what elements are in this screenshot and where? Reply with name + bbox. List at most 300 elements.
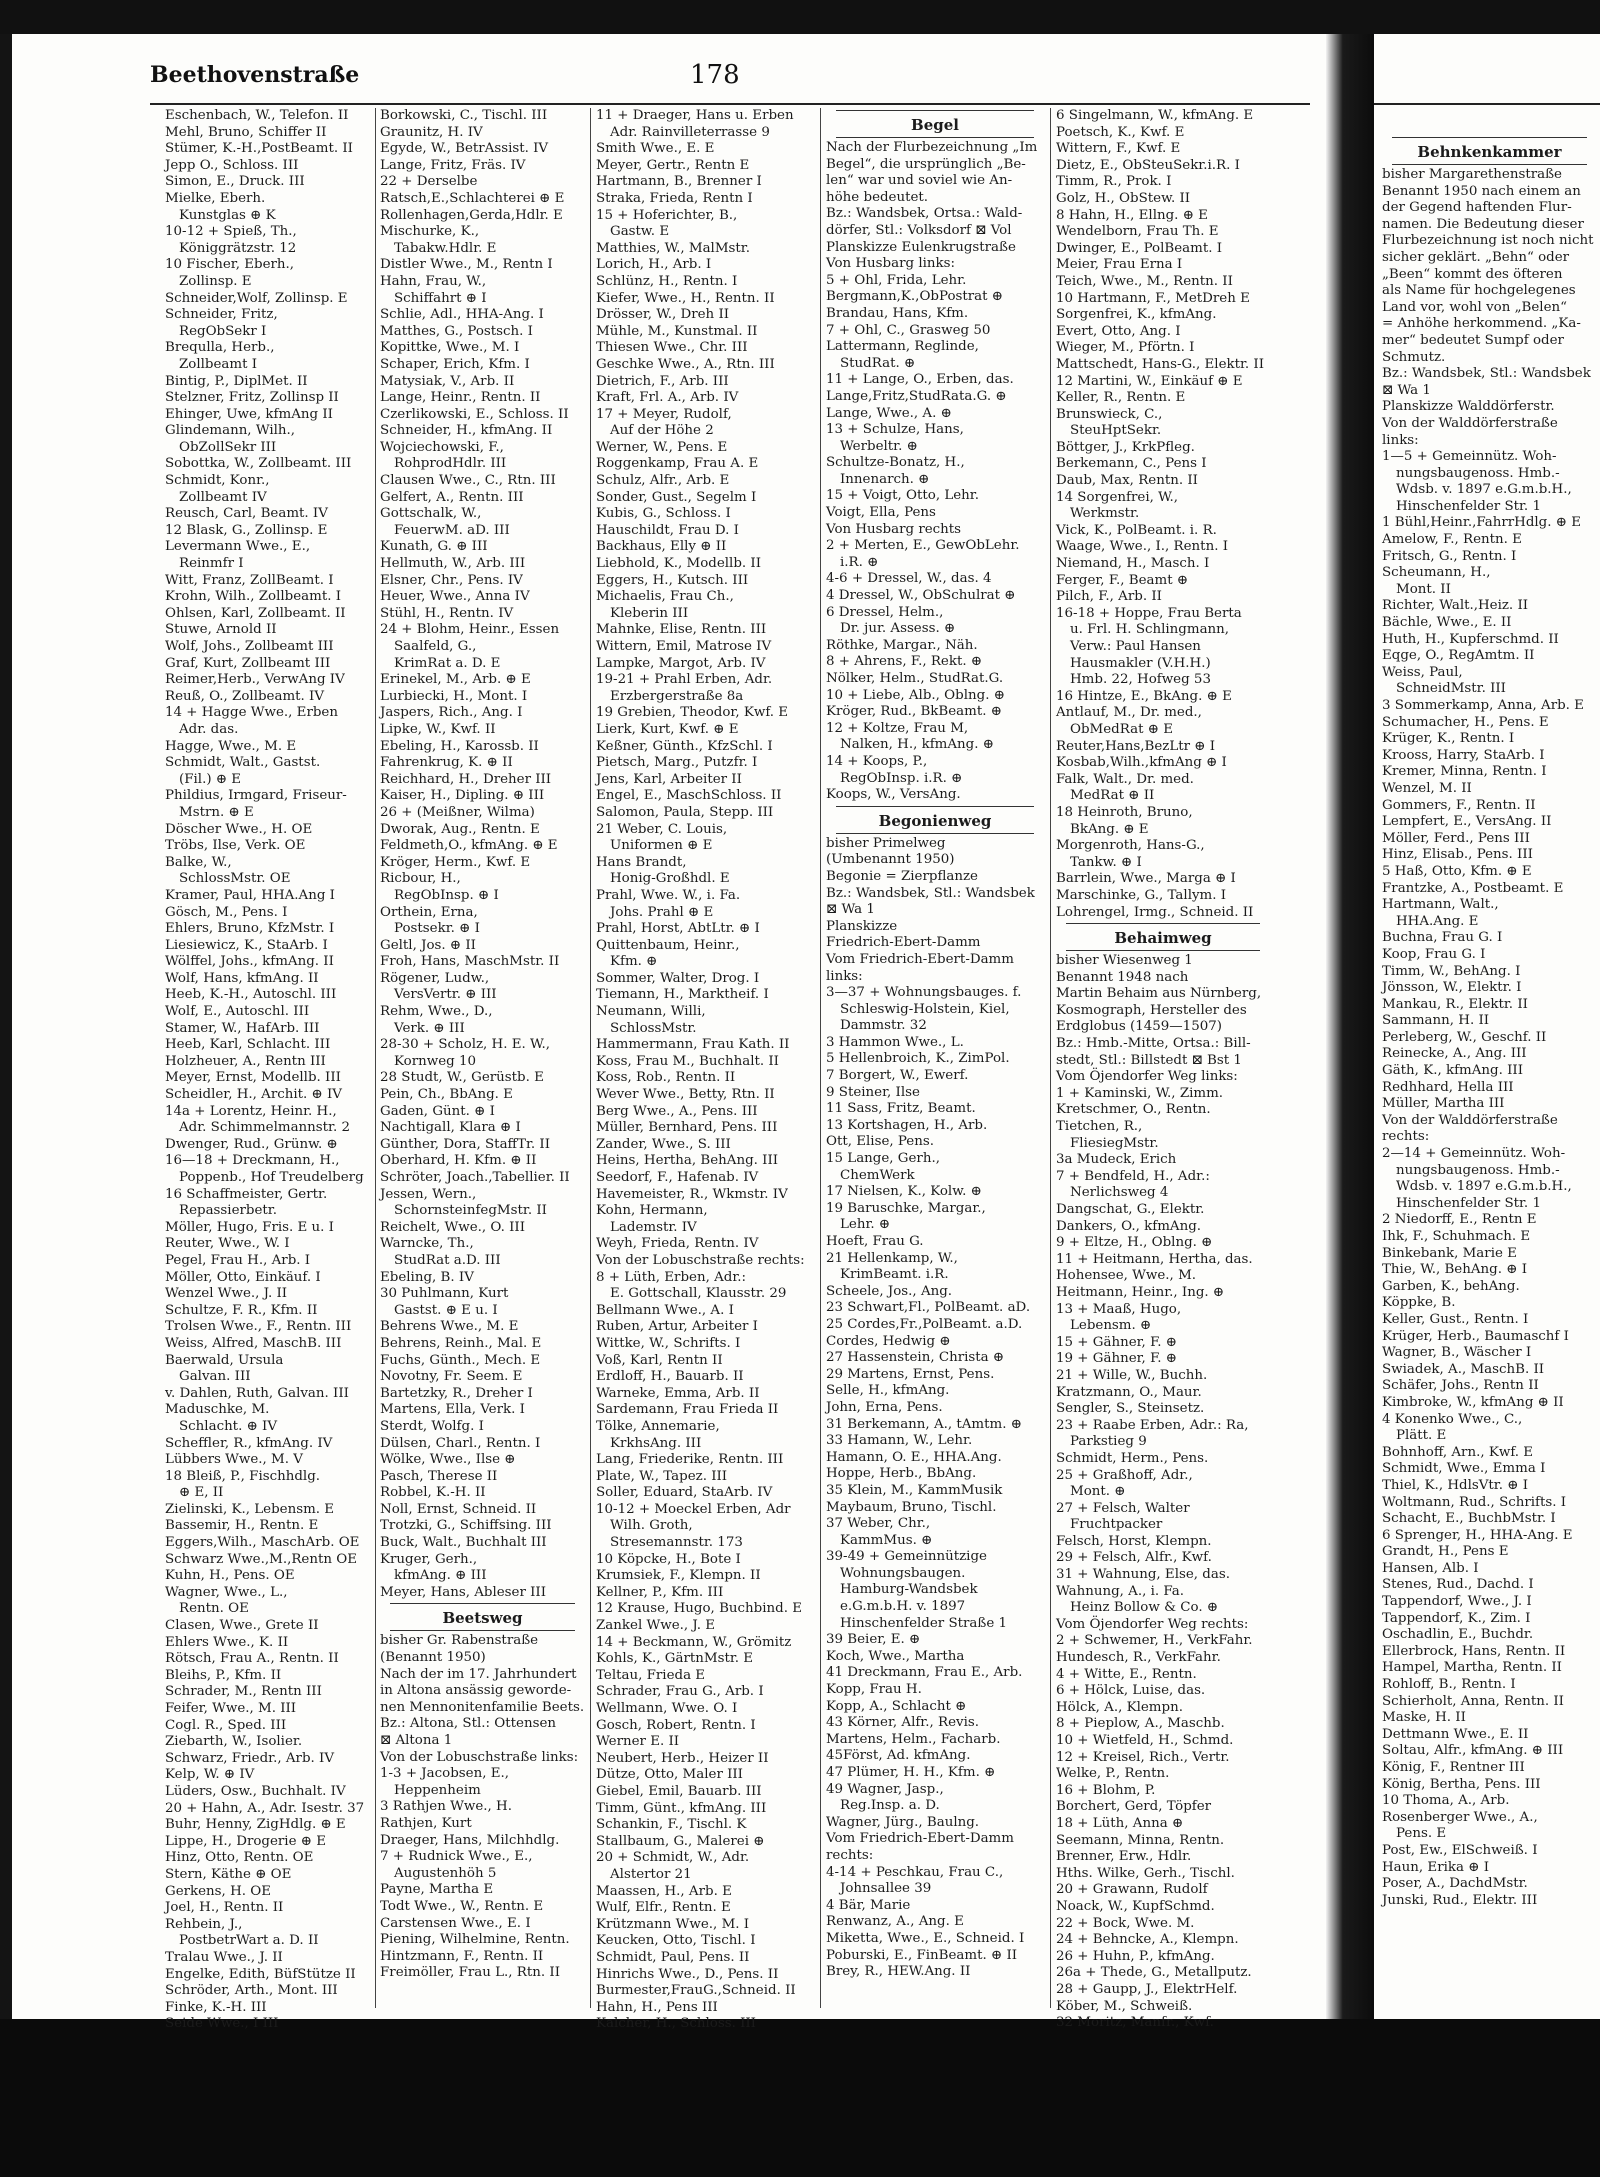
directory-entry: Stamer, W., HafArb. III — [165, 1020, 320, 1036]
directory-entry: Ohlsen, Karl, Zollbeamt. II — [165, 605, 346, 621]
directory-entry: Maybaum, Bruno, Tischl. — [826, 1499, 997, 1515]
section-rule — [1066, 950, 1260, 951]
directory-entry: PostbetrWart a. D. II — [179, 1933, 319, 1949]
directory-entry: Reg.Insp. a. D. — [840, 1798, 940, 1814]
directory-entry: Stühl, H., Rentn. IV — [380, 605, 514, 621]
directory-entry: SchlossMstr. OE — [179, 871, 291, 887]
directory-entry: in Altona ansässig geworde- — [380, 1683, 572, 1699]
directory-entry: Mstrn. ⊕ E — [179, 804, 254, 820]
directory-entry: Schankin, F., Tischl. K — [596, 1817, 747, 1833]
directory-entry: Hinz, Otto, Rentn. OE — [165, 1850, 314, 1866]
directory-entry: 21 Hellenkamp, W., — [826, 1250, 958, 1266]
directory-entry: Pietsch, Marg., Putzfr. I — [596, 755, 758, 771]
directory-entry: Kremer, Minna, Rentn. I — [1382, 764, 1547, 780]
directory-entry: König, Bertha, Pens. III — [1382, 1776, 1541, 1792]
directory-entry: 12 + Kreisel, Rich., Vertr. — [1056, 1749, 1230, 1765]
directory-entry: KrimBeamt. i.R. — [840, 1267, 949, 1283]
directory-entry: Adr. Schimmelmannstr. 2 — [179, 1120, 351, 1136]
directory-entry: Dangschat, G., Elektr. — [1056, 1202, 1205, 1217]
directory-entry: Mankau, R., Elektr. II — [1382, 996, 1528, 1012]
directory-entry: Gäth, K., kfmAng. III — [1382, 1063, 1523, 1079]
section-rule — [1066, 923, 1260, 924]
directory-entry: Rosenberger Wwe., A., — [1382, 1809, 1538, 1825]
column-divider — [1050, 108, 1051, 2008]
directory-entry: Hths. Wilke, Gerh., Tischl. — [1056, 1865, 1235, 1881]
directory-entry: Lademstr. IV — [610, 1219, 697, 1235]
directory-entry: Nerlichsweg 4 — [1070, 1185, 1169, 1201]
directory-entry: Alstertor 21 — [610, 1866, 692, 1882]
directory-entry: Teich, Wwe., M., Rentn. II — [1056, 273, 1233, 289]
column-divider — [820, 108, 821, 2008]
directory-entry: MedRat ⊕ II — [1070, 788, 1155, 804]
directory-entry: Pasch, Therese II — [380, 1468, 498, 1484]
directory-entry: Hellmuth, W., Arb. III — [380, 556, 526, 572]
directory-entry: 5 Hellenbroich, K., ZimPol. — [826, 1051, 1010, 1067]
directory-entry: 6 Singelmann, W., kfmAng. E — [1056, 108, 1254, 123]
directory-entry: Fruchtpacker — [1070, 1517, 1163, 1533]
directory-entry: Keßner, Günth., KfzSchl. I — [596, 738, 773, 754]
directory-entry: 20 + Hahn, A., Adr. Isestr. 37 — [165, 1800, 365, 1816]
directory-entry: Bartetzky, R., Dreher I — [380, 1385, 533, 1401]
directory-entry: Dr. jur. Assess. ⊕ — [840, 621, 956, 637]
directory-entry: Gottschalk, W., — [380, 506, 482, 522]
directory-entry: Ehlers Wwe., K. II — [165, 1634, 289, 1650]
directory-entry: Poppenb., Hof Treudelberg — [179, 1170, 364, 1185]
directory-entry: Tappendorf, K., Zim. I — [1382, 1610, 1531, 1626]
directory-entry: Sobottka, W., Zollbeamt. III — [165, 456, 352, 472]
directory-entry: Röthke, Margar., Näh. — [826, 637, 978, 653]
directory-entry: Saalfeld, G., — [394, 639, 477, 654]
directory-entry: Nalken, H., kfmAng. ⊕ — [840, 737, 994, 753]
directory-entry: mer“ bedeutet Sumpf oder — [1382, 332, 1564, 348]
directory-entry: Schmidt, Paul, Pens. II — [596, 1949, 750, 1965]
directory-entry: Wittern, Emil, Matrose IV — [596, 639, 772, 654]
directory-entry: Schneider,Wolf, Zollinsp. E — [165, 290, 348, 306]
directory-entry: 18 + Lüth, Anna ⊕ — [1056, 1815, 1184, 1831]
directory-entry: Krützmann Wwe., M. I — [596, 1916, 750, 1932]
directory-entry: 1 + Kaminski, W., Zimm. — [1056, 1085, 1224, 1101]
directory-entry: Weyh, Frieda, Rentn. IV — [596, 1236, 759, 1252]
directory-entry: kfmAng. ⊕ III — [394, 1568, 487, 1584]
directory-entry: Von Husbarg links: — [826, 256, 956, 272]
directory-entry: 13 + Maaß, Hugo, — [1056, 1301, 1182, 1317]
directory-entry: Dankers, O., kfmAng. — [1056, 1218, 1202, 1234]
directory-entry: Bz.: Altona, Stl.: Ottensen — [380, 1716, 557, 1732]
directory-column-2 — [380, 108, 585, 2008]
directory-entry: 12 Blask, G., Zollinsp. E — [165, 522, 328, 538]
directory-entry: Nachtigall, Klara ⊕ I — [380, 1120, 521, 1136]
directory-entry: Oschadlin, E., Buchdr. — [1382, 1627, 1534, 1643]
directory-entry: namen. Die Bedeutung dieser — [1382, 216, 1584, 232]
directory-entry: 15 Lange, Gerh., — [826, 1151, 940, 1167]
directory-entry: Sengler, S., Steinsetz. — [1056, 1401, 1205, 1417]
directory-entry: Dettmann Wwe., E. II — [1382, 1726, 1529, 1742]
directory-entry: Berg Wwe., A., Pens. III — [596, 1103, 758, 1119]
directory-entry: Ebeling, B. IV — [380, 1269, 474, 1285]
directory-entry: 2 + Merten, E., GewObLehr. — [826, 538, 1020, 554]
directory-entry: Ruben, Artur, Arbeiter I — [596, 1319, 758, 1335]
directory-entry: Kröger, Herm., Kwf. E — [380, 854, 531, 870]
directory-entry: Gerkens, H. OE — [165, 1883, 272, 1899]
directory-entry: Bleihs, P., Kfm. II — [165, 1667, 282, 1683]
directory-entry: Stenes, Rud., Dachd. I — [1382, 1577, 1534, 1593]
directory-entry: 10 + Wietfeld, H., Schmd. — [1056, 1733, 1234, 1748]
directory-entry: Clausen Wwe., C., Rtn. III — [380, 473, 556, 489]
directory-entry: Fritsch, G., Rentn. I — [1382, 548, 1517, 564]
directory-entry: Lempfert, E., VersAng. II — [1382, 814, 1552, 830]
directory-entry: 43 Körner, Alfr., Revis. — [826, 1715, 979, 1731]
directory-entry: Todt Wwe., W., Rentn. E — [380, 1898, 544, 1914]
directory-entry: Postsekr. ⊕ I — [394, 921, 480, 937]
directory-entry: Kfm. ⊕ — [610, 954, 658, 970]
directory-entry: Rollenhagen,Gerda,Hdlr. E — [380, 207, 563, 223]
directory-entry: Vom Öjendorfer Weg rechts: — [1056, 1616, 1249, 1632]
directory-entry: Kunath, G. ⊕ III — [380, 539, 488, 555]
directory-entry: Lange, Heinr., Rentn. II — [380, 390, 541, 406]
directory-entry: Borchert, Gerd, Töpfer — [1056, 1799, 1212, 1815]
directory-entry: Warncke, Th., — [380, 1236, 474, 1252]
directory-entry: Reusch, Carl, Beamt. IV — [165, 506, 328, 522]
directory-entry: Gastst. ⊕ E u. I — [394, 1302, 498, 1318]
directory-entry: Müller, Bernhard, Pens. III — [596, 1120, 778, 1136]
directory-entry: 23 Schwart,Fl., PolBeamt. aD. — [826, 1300, 1031, 1316]
directory-entry: Rentn. OE — [179, 1601, 249, 1617]
directory-entry: Richter, Walt.,Heiz. II — [1382, 598, 1529, 614]
directory-entry: Dietrich, F., Arb. III — [596, 373, 729, 389]
directory-entry: Reuter, Wwe., W. I — [165, 1236, 290, 1252]
section-rule — [1392, 164, 1587, 165]
directory-entry: 32 Moritz, Manfr., Kwf. — [1056, 2015, 1214, 2031]
directory-entry: Vick, K., PolBeamt. i. R. — [1056, 522, 1217, 538]
directory-entry: Pens. E — [1396, 1826, 1447, 1842]
directory-entry: Planskizze Eulenkrugstraße — [826, 239, 1016, 255]
section-rule — [390, 1630, 575, 1631]
directory-entry: Rathjen, Kurt — [380, 1815, 472, 1831]
directory-entry: Lipke, W., Kwf. II — [380, 721, 496, 737]
directory-entry: Timm, Günt., kfmAng. III — [596, 1800, 767, 1816]
directory-entry: „Been“ kommt des öfteren — [1382, 266, 1563, 282]
directory-entry: Rögener, Ludw., — [380, 970, 490, 986]
directory-entry: Hans Brandt, — [596, 854, 687, 870]
street-heading: Beetsweg — [442, 1609, 523, 1628]
directory-entry: Schultze, F. R., Kfm. II — [165, 1302, 318, 1318]
directory-entry: Stern, Käthe ⊕ OE — [165, 1866, 292, 1882]
directory-entry: Borkowski, C., Tischl. III — [380, 108, 548, 123]
directory-entry: Möller, Hugo, Fris. E u. I — [165, 1219, 334, 1235]
directory-entry: Hundesch, R., VerkFahr. — [1056, 1650, 1221, 1666]
page-number: 178 — [690, 60, 740, 90]
directory-entry: Straka, Frieda, Rentn I — [596, 190, 753, 206]
directory-entry: 12 Martini, W., Einkäuf ⊕ E — [1056, 373, 1243, 389]
directory-entry: ⊠ Wa 1 — [826, 902, 875, 918]
directory-entry: Rehbein, J., — [165, 1916, 243, 1932]
directory-entry: Dülsen, Charl., Rentn. I — [380, 1435, 541, 1451]
directory-entry: Frantzke, A., Postbeamt. E — [1382, 880, 1564, 896]
directory-entry: 1 Bühl,Heinr.,FahrrHdlg. ⊕ E — [1382, 515, 1582, 531]
directory-entry: Mattschedt, Hans-G., Elektr. II — [1056, 356, 1265, 372]
directory-entry: Plätt. E — [1396, 1428, 1447, 1444]
directory-entry: Draeger, Hans, Milchhdlg. — [380, 1832, 560, 1848]
directory-entry: Schmidt, Herm., Pens. — [1056, 1450, 1209, 1466]
directory-entry: 29 Martens, Ernst, Pens. — [826, 1366, 995, 1382]
directory-entry: 16-18 + Hoppe, Frau Berta — [1056, 605, 1242, 621]
directory-entry: Schäfer, Johs., Rentn II — [1382, 1378, 1539, 1394]
directory-entry: Froh, Hans, MaschMstr. II — [380, 954, 560, 970]
directory-entry: Morgenroth, Hans-G., — [1056, 838, 1205, 854]
running-head-street: Beethovenstraße — [150, 62, 360, 88]
directory-entry: Evert, Otto, Ang. I — [1056, 323, 1181, 339]
directory-entry: Werner E. II — [596, 1734, 680, 1750]
directory-entry: Falk, Walt., Dr. med. — [1056, 771, 1194, 787]
directory-entry: Wdsb. v. 1897 e.G.m.b.H., — [1396, 482, 1572, 498]
directory-entry: Buhr, Henny, ZigHdlg. ⊕ E — [165, 1817, 346, 1833]
directory-entry: 14a + Lorentz, Heinr. H., — [165, 1103, 337, 1119]
directory-entry: Ebeling, H., Karossb. II — [380, 738, 539, 754]
directory-entry: Gösch, M., Pens. I — [165, 904, 288, 920]
directory-entry: Junski, Rud., Elektr. III — [1382, 1892, 1538, 1908]
street-heading: Begonienweg — [878, 811, 992, 830]
directory-entry: 6 Sprenger, H., HHA-Ang. E — [1382, 1527, 1573, 1543]
directory-entry: Schwarz Wwe.,M.,Rentn OE — [165, 1551, 357, 1567]
directory-entry: Neumann, Willi, — [596, 1004, 706, 1020]
directory-entry: Hauschildt, Frau D. I — [596, 522, 739, 538]
directory-entry: 2—14 + Gemeinnütz. Woh- — [1382, 1146, 1566, 1162]
directory-entry: Lattermann, Reglinde, — [826, 339, 979, 355]
directory-entry: Havemeister, R., Wkmstr. IV — [596, 1186, 788, 1202]
directory-entry: SchneidMstr. III — [1396, 681, 1506, 697]
directory-entry: Graf, Kurt, Zollbeamt III — [165, 655, 331, 671]
directory-entry: Mahnke, Elise, Rentn. III — [596, 622, 767, 638]
directory-entry: Wever Wwe., Betty, Rtn. II — [596, 1087, 775, 1103]
directory-entry: Buck, Walt., Buchhalt III — [380, 1535, 547, 1551]
directory-entry: Tankw. ⊕ I — [1070, 854, 1142, 870]
directory-entry: ⊕ E, II — [179, 1485, 224, 1501]
directory-entry: Brequlla, Herb., — [165, 340, 275, 356]
directory-entry: Holzheuer, A., Rentn III — [165, 1053, 326, 1069]
directory-entry: 11 Sass, Fritz, Beamt. — [826, 1101, 976, 1117]
directory-entry: Hohensee, Wwe., M. — [1056, 1268, 1197, 1284]
street-heading: Behaimweg — [1114, 929, 1212, 948]
directory-entry: Zollbeamt IV — [179, 489, 267, 505]
directory-entry: Niemand, H., Masch. I — [1056, 556, 1210, 572]
directory-entry: Sonder, Gust., Segelm I — [596, 489, 757, 505]
directory-entry: BkAng. ⊕ E — [1070, 821, 1149, 837]
directory-entry: Hansen, Alb. I — [1382, 1560, 1479, 1576]
directory-entry: Stümer, K.-H.,PostBeamt. II — [165, 141, 353, 157]
directory-entry: Wölffel, Johs., kfmAng. II — [165, 954, 334, 970]
directory-entry: Schröder, Arth., Mont. III — [165, 1983, 338, 1999]
directory-entry: SchlossMstr. — [610, 1020, 697, 1036]
directory-entry: Timm, R., Prok. I — [1056, 174, 1172, 190]
section-rule — [836, 137, 1034, 138]
directory-entry: 24 + Behncke, A., Klempn. — [1056, 1932, 1239, 1948]
directory-entry: 29 + Felsch, Alfr., Kwf. — [1056, 1550, 1212, 1566]
directory-entry: Jaspers, Rich., Ang. I — [380, 705, 523, 721]
directory-entry: Kohls, K., GärtnMstr. E — [596, 1651, 754, 1667]
directory-entry: Koss, Frau M., Buchhalt. II — [596, 1053, 779, 1069]
directory-entry: Koops, W., VersAng. — [826, 787, 961, 803]
directory-entry: Vom Öjendorfer Weg links: — [1056, 1069, 1238, 1085]
directory-entry: Gommers, F., Rentn. II — [1382, 797, 1536, 813]
directory-entry: Wendelborn, Frau Th. E — [1056, 224, 1219, 240]
directory-entry: 10-12 + Spieß, Th., — [165, 224, 297, 240]
directory-entry: Königgrätzstr. 12 — [179, 240, 297, 256]
directory-entry: Haun, Erika ⊕ I — [1382, 1859, 1490, 1875]
directory-entry: 24 + Blohm, Heinr., Essen — [380, 622, 560, 638]
directory-entry: 10 Fischer, Eberh., — [165, 257, 295, 273]
directory-entry: Wolf, E., Autoschl. III — [165, 1004, 310, 1020]
directory-entry: Oberhard, H. Kfm. ⊕ II — [380, 1153, 537, 1169]
directory-entry: dörfer, Stl.: Volksdorf ⊠ Vol — [826, 222, 1012, 238]
directory-entry: Dietz, E., ObSteuSekr.i.R. I — [1056, 157, 1240, 173]
directory-entry: Schneider, Fritz, — [165, 307, 278, 323]
directory-entry: Schacht, E., BuchbMstr. I — [1382, 1511, 1556, 1527]
directory-entry: Post, Ew., ElSchweiß. I — [1382, 1842, 1538, 1858]
directory-entry: Renwanz, A., Ang. E — [826, 1914, 964, 1930]
book-gutter — [1326, 34, 1374, 2019]
directory-entry: Wenzel, M. II — [1382, 780, 1472, 796]
directory-entry: der Gegend haftenden Flur- — [1382, 200, 1572, 216]
directory-entry: Lurbiecki, H., Mont. I — [380, 688, 528, 704]
directory-entry: Koop, Frau G. I — [1382, 946, 1486, 962]
directory-entry: Cordes, Hedwig ⊕ — [826, 1333, 951, 1349]
directory-column-3 — [596, 108, 812, 2032]
directory-entry: Garben, K., behAng. — [1382, 1278, 1520, 1294]
directory-entry: Augustenhöh 5 — [394, 1865, 497, 1881]
directory-entry: 41 Dreckmann, Frau E., Arb. — [826, 1665, 1023, 1681]
directory-entry: Kunstglas ⊕ K — [179, 207, 276, 223]
directory-entry: 7 + Ohl, C., Grasweg 50 — [826, 322, 991, 338]
directory-entry: 20 + Grawann, Rudolf — [1056, 1882, 1208, 1898]
directory-entry: sicher geklärt. „Behn“ oder — [1382, 249, 1570, 265]
directory-entry: Brey, R., HEW.Ang. II — [826, 1964, 971, 1980]
directory-entry: 14 + Hagge Wwe., Erben — [165, 705, 338, 721]
directory-entry: Von der Lobuschstraße links: — [380, 1749, 579, 1765]
directory-entry: Matysiak, V., Arb. II — [380, 373, 515, 389]
directory-entry: Kiefer, Wwe., H., Rentn. II — [596, 290, 775, 306]
directory-entry: John, Erna, Pens. — [826, 1399, 943, 1415]
directory-entry: Benannt 1950 nach einem an — [1382, 183, 1581, 199]
directory-entry: KrimRat a. D. E — [394, 655, 501, 671]
directory-entry: Reichelt, Wwe., O. III — [380, 1219, 526, 1235]
directory-entry: Dworak, Aug., Rentn. E — [380, 821, 540, 837]
directory-entry: Köppke, B. — [1382, 1295, 1456, 1311]
directory-entry: 7 + Bendfeld, H., Adr.: — [1056, 1168, 1210, 1184]
directory-entry: Novotny, Fr. Seem. E — [380, 1369, 523, 1385]
directory-entry: E. Gottschall, Klausstr. 29 — [610, 1286, 787, 1302]
directory-entry: Schmutz. — [1382, 349, 1446, 365]
directory-entry: 19 Baruschke, Margar., — [826, 1200, 986, 1216]
directory-entry: len“ war und soviel wie An- — [826, 173, 1013, 189]
directory-entry: Pegel, Frau H., Arb. I — [165, 1252, 311, 1268]
directory-entry: Salomon, Paula, Stepp. III — [596, 804, 774, 820]
directory-entry: rechts: — [1382, 1129, 1430, 1145]
directory-entry: Möller, Otto, Einkäuf. I — [165, 1269, 321, 1285]
directory-entry: Waage, Wwe., I., Rentn. I — [1056, 539, 1228, 555]
directory-entry: (Fil.) ⊕ E — [179, 771, 242, 787]
directory-entry: 11 + Heitmann, Hertha, das. — [1056, 1251, 1253, 1267]
directory-entry: Bohnhoff, Arn., Kwf. E — [1382, 1444, 1534, 1460]
directory-entry: 49 Wagner, Jasp., — [826, 1781, 944, 1797]
directory-entry: Kaiser, H., Dipling. ⊕ III — [380, 788, 545, 804]
directory-entry: 20 + Schmidt, W., Adr. — [596, 1850, 750, 1866]
directory-column-1 — [165, 108, 370, 2032]
directory-entry: 4 Dressel, W., ObSchulrat ⊕ — [826, 588, 1016, 604]
directory-entry: 26 + (Meißner, Wilma) — [380, 804, 535, 820]
directory-entry: RohprodHdlr. III — [394, 456, 507, 472]
header-rule — [150, 103, 1310, 105]
directory-entry: 9 + Eltze, H., Oblng. ⊕ — [1056, 1235, 1213, 1251]
directory-entry: 12 Krause, Hugo, Buchbind. E — [596, 1601, 802, 1617]
directory-entry: Böttger, J., KrkPfleg. — [1056, 439, 1195, 455]
directory-entry: Neubert, Herb., Heizer II — [596, 1750, 769, 1766]
directory-entry: Plate, W., Tapez. III — [596, 1468, 728, 1484]
directory-entry: Redhhard, Hella III — [1382, 1079, 1514, 1095]
directory-entry: Fuchs, Günth., Mech. E — [380, 1352, 541, 1368]
directory-entry: Hampel, Martha, Rentn. II — [1382, 1660, 1562, 1676]
directory-entry: Jens, Karl, Arbeiter II — [596, 771, 742, 787]
directory-entry: Lierk, Kurt, Kwf. ⊕ E — [596, 721, 739, 737]
directory-entry: Drösser, W., Dreh II — [596, 307, 730, 323]
directory-entry: Ihk, F., Schuhmach. E — [1382, 1229, 1531, 1244]
directory-entry: Lange,Fritz,StudRatа.G. ⊕ — [826, 388, 1007, 404]
directory-entry: Freimöller, Frau L., Rtn. II — [380, 1965, 560, 1981]
directory-entry: Lohrengel, Irmg., Schneid. II — [1056, 904, 1254, 920]
directory-entry: Wagner, B., Wäscher I — [1382, 1345, 1532, 1361]
directory-entry: Lüders, Osw., Buchhalt. IV — [165, 1783, 346, 1799]
directory-column-4 — [826, 108, 1044, 2008]
directory-entry: stedt, Stl.: Billstedt ⊠ Bst 1 — [1056, 1052, 1242, 1068]
directory-entry: Soller, Eduard, StaArb. IV — [596, 1485, 773, 1501]
directory-entry: 3 Sommerkamp, Anna, Arb. E — [1382, 698, 1584, 713]
directory-entry: Matthes, G., Postsch. I — [380, 323, 533, 339]
directory-entry: StudRat. ⊕ — [840, 355, 916, 371]
facing-header-rule — [1374, 103, 1600, 105]
directory-entry: Voß, Karl, Rentn II — [596, 1352, 723, 1368]
directory-entry: Benannt 1948 nach — [1056, 969, 1189, 985]
directory-entry: 13 + Schulze, Hans, — [826, 422, 964, 438]
directory-entry: 15 + Hoferichter, B., — [596, 207, 738, 223]
directory-entry: Ehlers, Bruno, KfzMstr. I — [165, 921, 335, 937]
directory-entry: 35 Klein, M., KammMusik — [826, 1482, 1003, 1498]
directory-entry: 11 + Draeger, Hans u. Erben — [596, 108, 794, 123]
directory-entry: 14 + Koops, P., — [826, 753, 928, 769]
directory-entry: Eggers, H., Kutsch. III — [596, 572, 749, 588]
directory-entry: Gaden, Günt. ⊕ I — [380, 1103, 495, 1119]
directory-entry: 16 Schaffmeister, Gertr. — [165, 1186, 328, 1202]
directory-entry: FliesiegMstr. — [1070, 1135, 1159, 1151]
directory-entry: Erinekel, M., Arb. ⊕ E — [380, 672, 531, 688]
directory-entry: Sorgenfrei, K., kfmAng. — [1056, 307, 1217, 323]
directory-entry: Balke, W., — [165, 854, 232, 870]
directory-entry: Amelow, F., Rentn. E — [1382, 532, 1522, 548]
directory-entry: StudRat a.D. III — [394, 1252, 501, 1268]
directory-entry: Scheumann, H., — [1382, 565, 1491, 581]
directory-entry: 28-30 + Scholz, H. E. W., — [380, 1037, 550, 1053]
directory-entry: Kuhn, H., Pens. OE — [165, 1568, 295, 1584]
directory-entry: 10-12 + Moeckel Erben, Adr — [596, 1501, 791, 1517]
directory-entry: 16 Hintze, E., BkAng. ⊕ E — [1056, 688, 1232, 704]
directory-entry: Burmester,FrauG.,Schneid. II — [596, 1983, 796, 1999]
directory-entry: 31 + Wahnung, Else, das. — [1056, 1567, 1230, 1583]
directory-entry: 8 + Ahrens, F., Rekt. ⊕ — [826, 654, 983, 670]
directory-entry: 4-14 + Peschkau, Frau C., — [826, 1864, 1004, 1880]
directory-entry: Brenner, Erw., Hdlr. — [1056, 1849, 1192, 1865]
section-rule — [1392, 137, 1587, 138]
directory-entry: Schultze-Bonatz, H., — [826, 455, 965, 471]
directory-entry: 13 Kortshagen, H., Arb. — [826, 1117, 988, 1133]
directory-entry: Wagner, Jürg., Baulng. — [826, 1814, 980, 1830]
